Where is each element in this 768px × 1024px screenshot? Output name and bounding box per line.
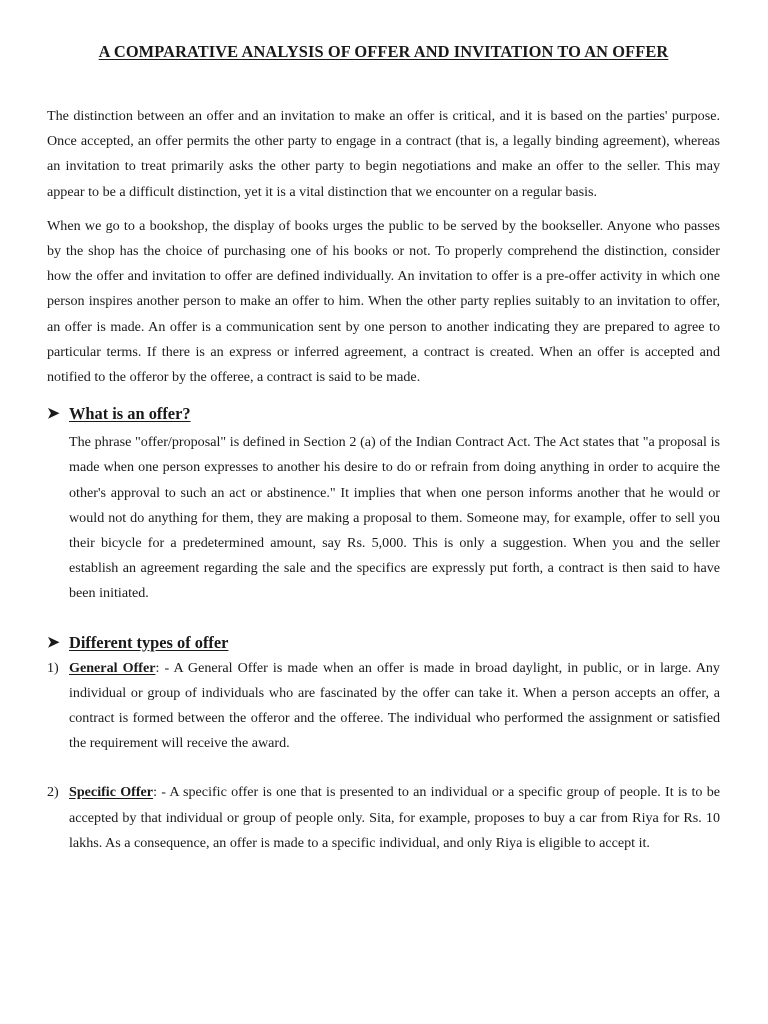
section-heading-types-of-offer <box>47 631 720 655</box>
list-item-body <box>69 656 720 757</box>
document-title: A COMPARATIVE ANALYSIS OF OFFER AND INVITATION TO AN OFFER <box>98 42 669 61</box>
list-item-general-offer <box>47 656 720 757</box>
section-heading-text: Different types of offer <box>69 632 229 652</box>
list-item-body <box>69 780 720 856</box>
list-item-number: 2) <box>47 784 59 801</box>
intro-paragraph: When we go to a bookshop, the display of books urges the public to be served by the bookseller. Anyone who passes by the shop has the choice of purchasing one of his books or not. To properly comprehend the distinction, consider how the offer and invitation to offer are defined individually. An invitation to offer is a pre-offer activity in which one person inspires another person to make an offer to him. When the other party replies suitably to an invitation to offer, an offer is made. An offer is a communication sent by one person to another indicating they are prepared to agree to particular terms. If there is an express or inferred agreement, a contract is created. When an offer is accepted and notified to the offeror by the offeree, a contract is said to be made. <box>47 217 720 386</box>
section-heading-what-is-an-offer <box>47 402 720 426</box>
list-item-term: Specific Offer <box>69 784 154 801</box>
offer-definition-paragraph: The phrase "offer/proposal" is defined in Section 2 (a) of the Indian Contract Act. The Act states that "a proposal is made when one person expresses to another his desire to do or refrain from doing anything in order to acquire the other's approval to such an act or abstinence." It implies that when one person informs another that he would or would not do anything for them, they are making a proposal to them. Someone may, for example, offer to sell you their bicycle for a predetermined amount, say Rs. 5,000. This is only a suggestion. When you and the seller establish an agreement regarding the sale and the specifics are expressly put forth, a contract is then said to have been initiated. <box>69 434 720 602</box>
list-item-term: General Offer <box>69 659 156 676</box>
list-item-number: 1) <box>47 659 59 676</box>
arrowhead-bullet-icon: ➤ <box>47 634 60 651</box>
intro-paragraph: The distinction between an offer and an invitation to make an offer is critical, and it is based on the parties' purpose. Once accepted, an offer permits the other party to engage in a contract (that is, a legally binding agreement), whereas an invitation to treat primarily asks the other party to begin negotiations and make an offer to the seller. This may appear to be a difficult distinction, yet it is a vital distinction that we encounter on a regular basis. <box>47 108 720 200</box>
list-item-specific-offer <box>47 780 720 856</box>
list-item-text: : - A General Offer is made when an offer is made in broad daylight, in public, or in large. Any individual or group of individuals who are fascinated by the offer can take it. When a person accepts an offer, a contract is formed between the offeror and the offeree. The individual who performed the assignment or satisfied the requirement will receive the award. <box>69 659 720 752</box>
arrowhead-bullet-icon: ➤ <box>47 406 60 423</box>
list-item-text: : - A specific offer is one that is presented to an individual or a specific group of people. It is to be accepted by that individual or group of people only. Sita, for example, proposes to buy a car from Riya for Rs. 10 lakhs. As a consequence, an offer is made to a specific individual, and only Riya is eligible to accept it. <box>69 784 720 851</box>
section-heading-text: What is an offer? <box>69 404 191 424</box>
